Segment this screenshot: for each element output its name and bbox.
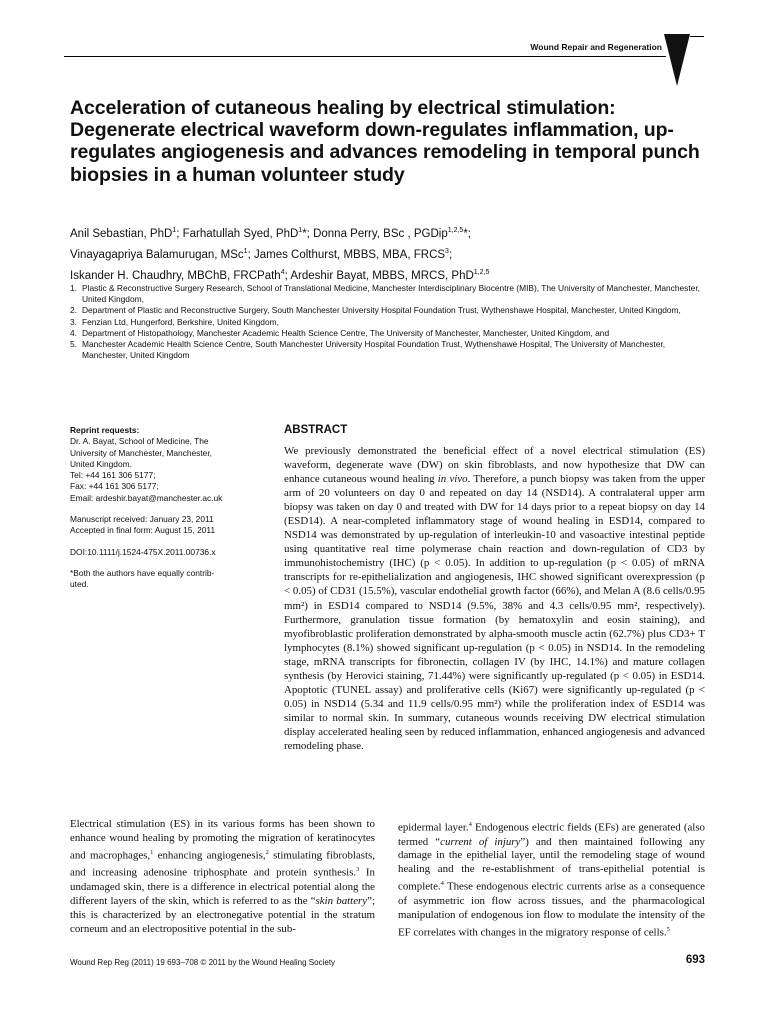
author-affiliation-marker: 1 [243, 247, 248, 255]
author-separator: ; [176, 227, 183, 240]
affiliation-number: 4. [70, 327, 77, 338]
author-affiliation-marker: 1,2,5 [473, 268, 490, 276]
journal-logo-triangle [664, 34, 690, 86]
affiliations [70, 283, 710, 361]
author-name: Ardeshir Bayat, MBBS, MRCS, PhD [290, 269, 474, 282]
body-column-right [398, 818, 705, 940]
reprint-address [70, 436, 258, 504]
abstract-text-1: We previously demonstrated the beneficial effect of a novel electrical stimulation (ES) waveform, degenerate wave (DW) on skin fibroblasts, and now hypothesize that DW can enhance cutaneous wound healing [284, 445, 705, 486]
doi[interactable]: DOI:10.1111/j.1524-475X.2011.00736.x [70, 546, 216, 557]
body-text: enhancing angiogenesis, [153, 849, 266, 862]
reprint-line: Dr. A. Bayat, School of Medicine, The [70, 436, 209, 447]
author-name: Donna Perry, BSc , PGDip [313, 227, 448, 240]
author-separator: ; [284, 269, 291, 282]
author-name: Iskander H. Chaudhry, MBChB, FRCPath [70, 269, 281, 282]
affiliation-text: Manchester Academic Health Science Centre, South Manchester University Hospital Foundation Trust, Wythenshawe Hospital, The University of Manchester, Manchester, United Kingdom [82, 339, 666, 361]
body-emphasis: skin battery [315, 894, 368, 907]
reprint-line: Tel: +44 161 306 5177; [70, 470, 156, 481]
affiliation-item [70, 283, 710, 305]
header-rule-right [690, 36, 704, 37]
body-text: In undamaged skin, there is a difference in electrical potential along the different layers of the skin, which is referred to as the “ [70, 866, 375, 907]
author-affiliation-marker: 1 [298, 227, 303, 234]
article-title: Acceleration of cutaneous healing by electrical stimulation: Degenerate electrical waveform down-regulates inflammation, up-regulates angiogenesis and advances remodeling in temporal punch biopsies in a human volunteer study [70, 97, 700, 186]
body-text: These endogenous electric currents arise as a consequence of asymmetric ion flow across tissues, and the pharmacological manipulation of endogenous ion flow to modulate the intensity of the EF correlates with changes in the migratory response of cells. [398, 880, 705, 939]
affiliation-number: 1. [70, 283, 77, 293]
reference-link[interactable]: 3 [356, 866, 360, 874]
author-separator: ; [247, 248, 254, 261]
equal-contribution-note-cont: uted. [70, 579, 89, 590]
body-text: epidermal layer. [398, 821, 469, 834]
author-name: Farhatullah Syed, PhD [182, 227, 299, 240]
author-name: Anil Sebastian, PhD [70, 227, 173, 240]
equal-contribution-note: *Both the authors have equally contrib- [70, 567, 215, 578]
body-text: ”; this is characterized by an electronegative potential in the stratum corneum and an electropositive potential in the sub- [70, 894, 375, 935]
accepted-date: Accepted in final form: August 15, 2011 [70, 525, 216, 536]
author-separator: *; [463, 227, 471, 240]
author-separator: *; [302, 227, 314, 240]
affiliation-text: Plastic & Reconstructive Surgery Research, School of Translational Medicine, Manchester Interdisciplinary Biocentre (MIB), The University of Manchester, Manchester, United Kingdom, [82, 283, 700, 305]
affiliation-number: 5. [70, 339, 77, 350]
author-name: Vinayagapriya Balamurugan, MSc [70, 248, 244, 261]
reference-link[interactable]: 5 [666, 925, 670, 933]
body-text: stimulating fibroblasts, and increasing adenosine triphosphate and protein synthesis. [70, 849, 376, 879]
reprint-line: Fax: +44 161 306 5177; [70, 481, 159, 492]
affiliation-item [70, 317, 710, 328]
affiliation-item [70, 339, 710, 361]
affiliation-item [70, 328, 710, 339]
affiliation-number: 3. [70, 316, 77, 327]
footer-citation: Wound Rep Reg (2011) 19 693–708 © 2011 by the Wound Healing Society [70, 958, 336, 967]
journal-header: Wound Repair and Regeneration [530, 42, 662, 52]
author-affiliation-marker: 1,2,5 [447, 227, 464, 234]
article-info-sidebar [70, 425, 258, 601]
reference-link[interactable]: 2 [265, 848, 269, 856]
body-text: Electrical stimulation (ES) in its various forms has been shown to enhance wound healing by promoting the migration of keratinocytes and macrophages, [70, 818, 375, 862]
reference-link[interactable]: 4 [468, 821, 472, 828]
reprint-email-link[interactable]: Email: ardeshir.bayat@manchester.ac.uk [70, 492, 223, 503]
author-affiliation-marker: 3 [445, 247, 449, 255]
affiliation-number: 2. [70, 305, 77, 316]
page-number: 693 [685, 954, 705, 966]
author-list [70, 222, 710, 284]
reprint-line: United Kingdom. [70, 458, 132, 469]
affiliation-text: Department of Histopathology, Manchester Academic Health Science Centre, The University of Manchester, Manchester, United Kingdom, and [82, 327, 610, 338]
reference-link[interactable]: 1 [150, 848, 154, 856]
header-rule [64, 56, 666, 57]
reprint-line: University of Manchester, Manchester, [70, 447, 212, 458]
abstract-text-2: . Therefore, a punch biopsy was taken from the upper arm of 20 volunteers on day 0 and repeated on day 14 (NSD14). A contralateral upper arm biopsy was taken on day 0 and treated with DW for 14 days prior to a repeat biopsy on day 14 (ESD14). A near-completed inflammatory stage of wound healing in ESD14, compared to NSD14 was demonstrated by up-regulation of interleukin-10 and vasoactive intestinal peptide using quantitative real time polymerase chain reaction and down-regulation of CD3 by immunohistochemistry (IHC) (p < 0.05). In addition to up-regulation (p < 0.05) of mRNA transcripts for re-epithelialization and angiogenesis, IHC showed significant overexpression (p < 0.05) of CD31 (15.5%), vascular endothelial growth factor (66%), and Melan A (8.6 cells/0.95 mm²) in ESD14 compared to NSD14 (9.5%, 38% and 4.3 cells/0.95 mm², respectively). Furthermore, granulation tissue formation (by hematoxylin and eosin staining), and myofibroblastic proliferation demonstrated by alpha-smooth muscle actin (62.7%) plus CD3+ T lymphocytes (8.1%) showed significant up-regulation (p < 0.05) in NSD14. In the remodeling stage, mRNA transcripts for fibronectin, collagen IV (by IHC, 14.1%) and mature collagen synthesis (by Herovici staining, 71.44%) were significantly up-regulated (p < 0.05) in ESD14. Apoptotic (TUNEL assay) and proliferative cells (Ki67) were significantly up-regulated (p < 0.05) in NSD14 (5.34 and 11.9 cells/0.95 mm²) while the proliferation index of ESD14 was similar to normal skin. In summary, cutaneous wounds receiving DW electrical stimulation display accelerated healing seen by reduced inflammation, enhanced angiogenesis and advanced remodeling phase. [284, 473, 705, 752]
reprint-heading: Reprint requests: [70, 425, 140, 435]
author-separator: ; [448, 248, 453, 261]
affiliation-text: Department of Plastic and Reconstructive Surgery, South Manchester University Hospital Foundation Trust, Wythenshawe Hospital, Manchester, United Kingdom, [82, 305, 681, 316]
body-emphasis: current of injury [440, 835, 521, 848]
abstract-body [284, 444, 705, 753]
abstract-in-vivo: in vivo [437, 473, 468, 486]
affiliation-text: Fenzian Ltd, Hungerford, Berkshire, United Kingdom, [82, 316, 279, 327]
author-name: James Colthurst, MBBS, MBA, FRCS [253, 248, 446, 261]
affiliation-item [70, 305, 710, 316]
author-affiliation-marker: 4 [280, 268, 285, 276]
body-text: Endogenous electric fields (EFs) are generated (also termed “ [398, 821, 706, 848]
body-text: ”) and then maintained following any damage in the epithelial layer, until the remodeling stage of wound healing and the re-establishment of trans-epithelial potential is complete. [398, 835, 706, 893]
received-date: Manuscript received: January 23, 2011 [70, 514, 214, 525]
reference-link[interactable]: 4 [440, 880, 444, 888]
abstract-heading: ABSTRACT [284, 424, 348, 436]
author-affiliation-marker: 1 [172, 227, 177, 234]
body-column-left [70, 818, 375, 937]
